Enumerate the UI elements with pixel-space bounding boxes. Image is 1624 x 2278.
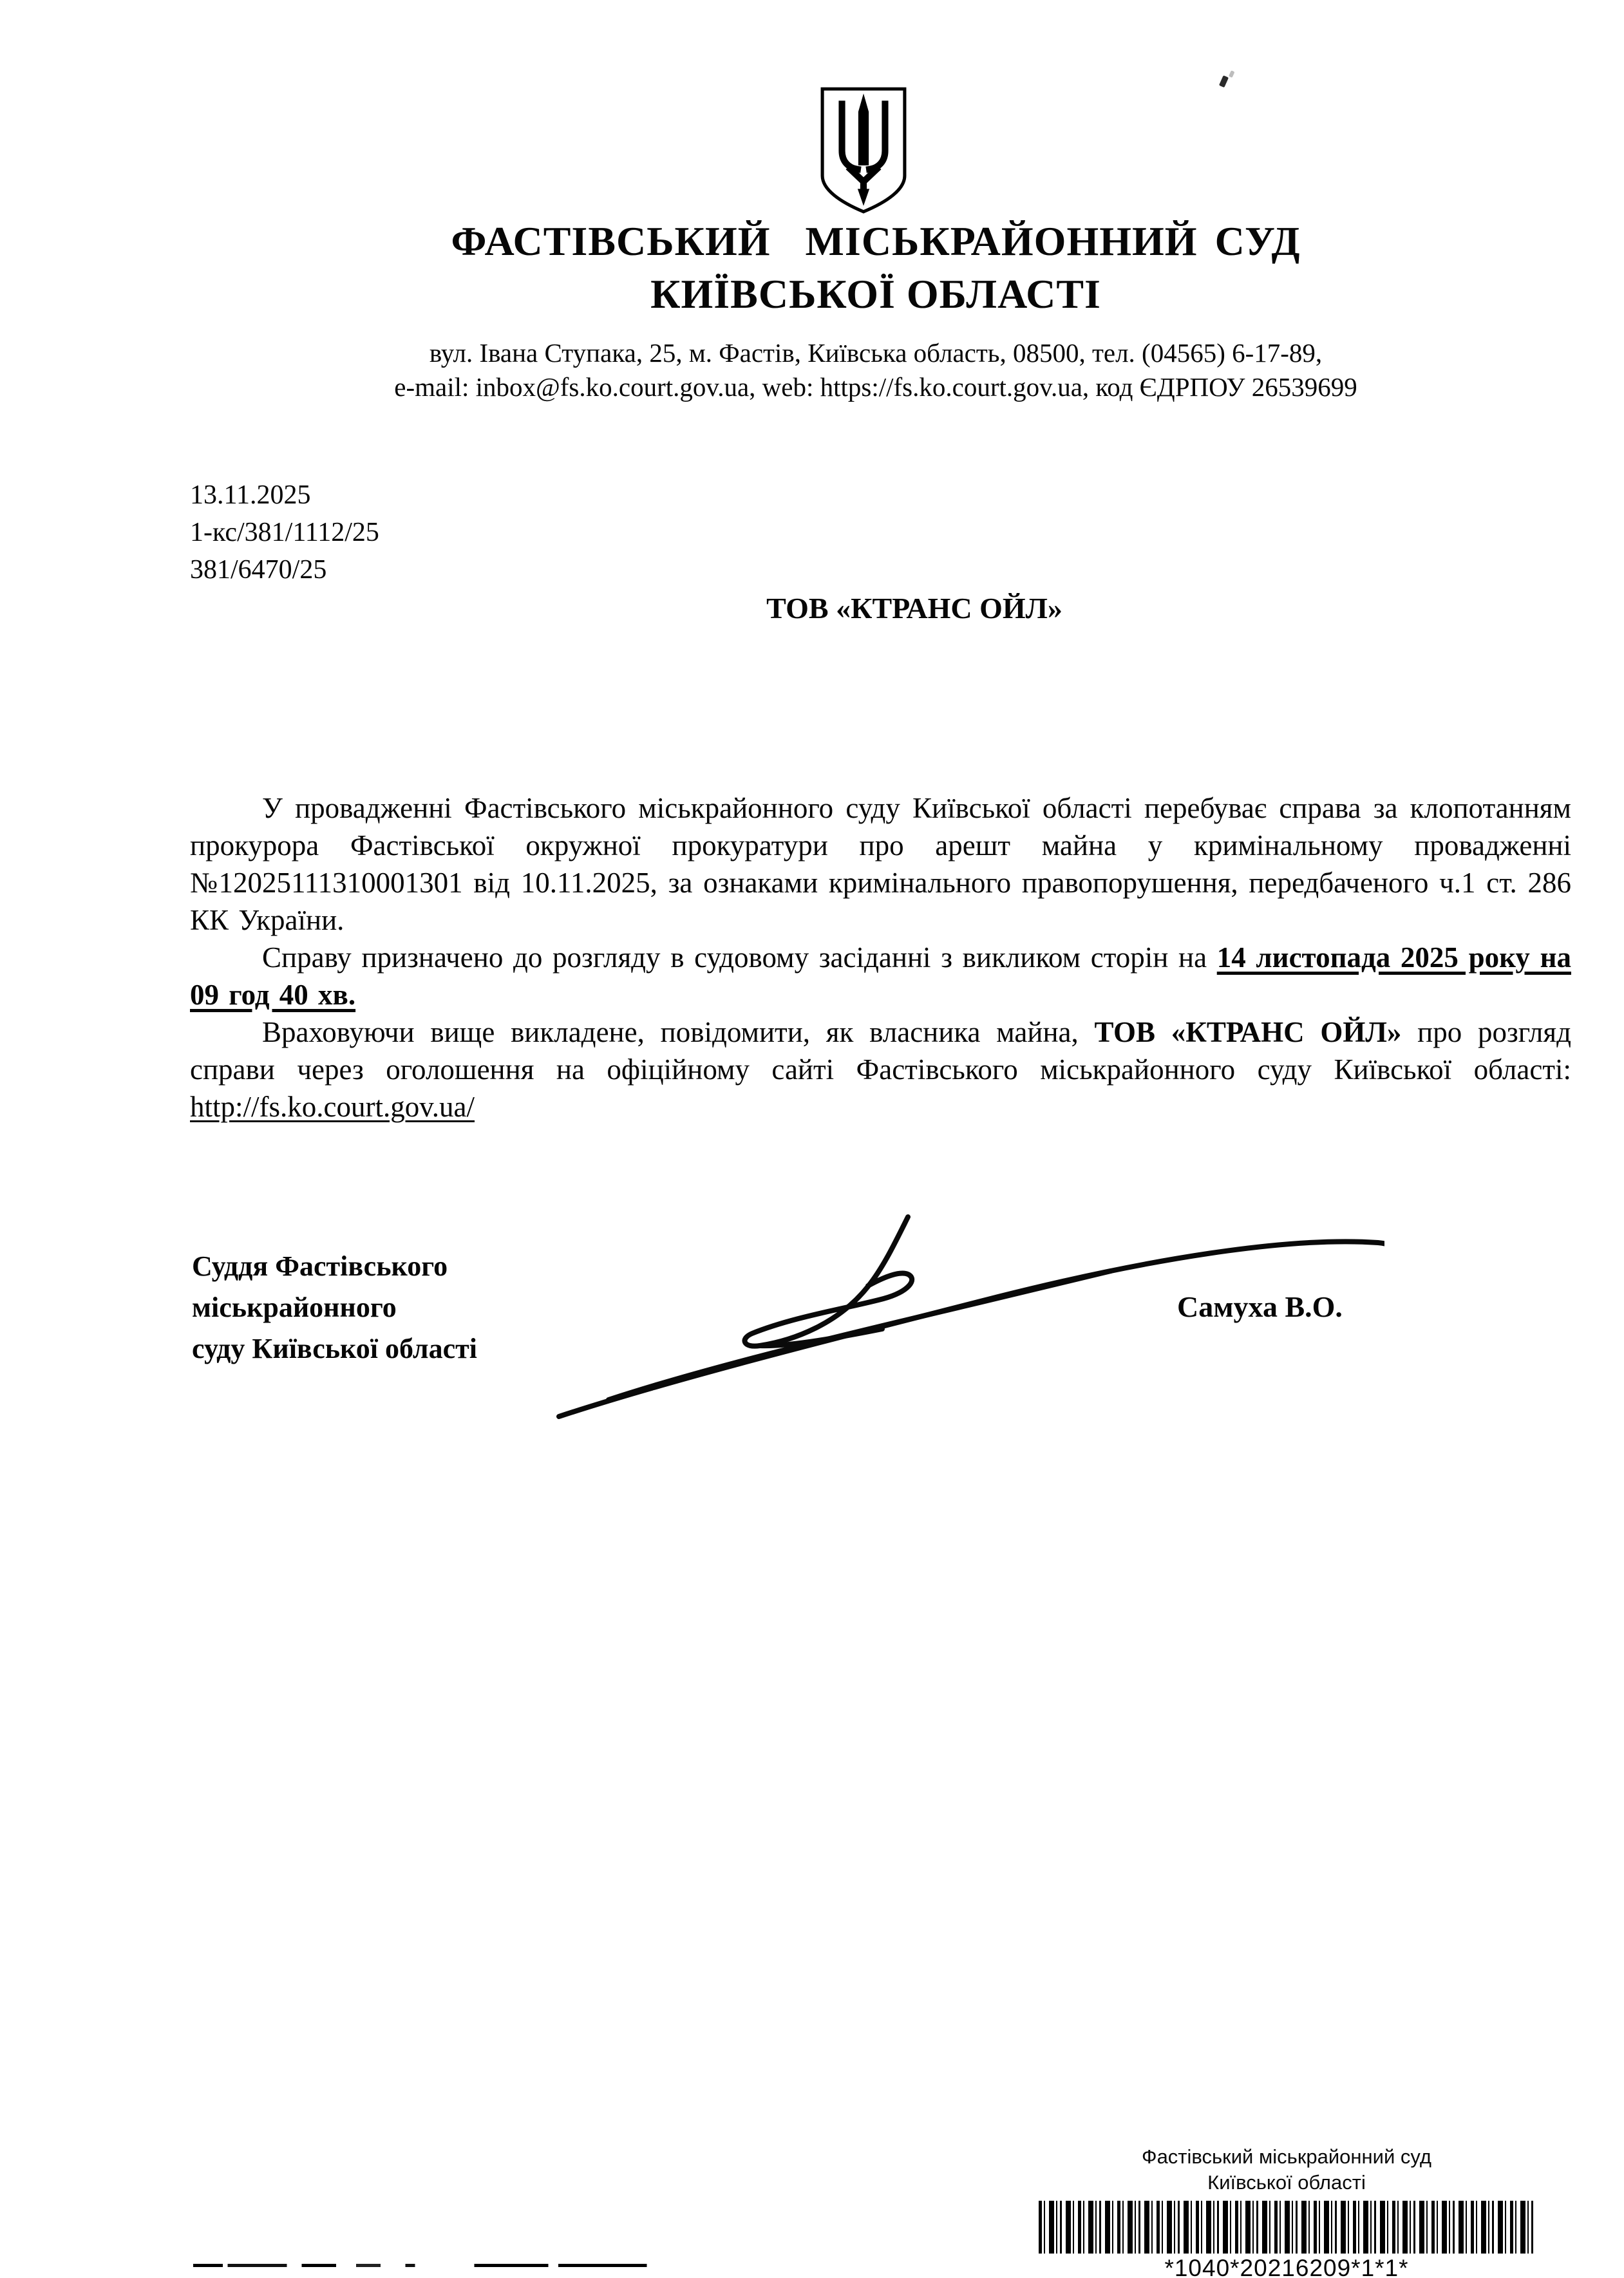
judge-title-line3: суду Київської області (192, 1333, 477, 1364)
judge-name: Самуха В.О. (1177, 1290, 1343, 1323)
barcode-caption: *1040*20216209*1*1* (1164, 2255, 1409, 2278)
scan-artifact-line (193, 2264, 686, 2267)
stamp-court-line1: Фастівський міськрайонний суд (1142, 2145, 1431, 2168)
reference-block (190, 476, 379, 588)
court-address (155, 336, 1597, 404)
judge-title-line2: міськрайонного (192, 1292, 397, 1323)
paragraph-1-text: У провадженні Фастівського міськрайонного суду Київської області перебуває справа за клопотанням прокурора Фастівської окружної прокуратури про арешт майна у кримінальному провадженні №12025111310001301 від 10.11.2025, за ознаками кримінального правопорушення, передбаченого ч.1 ст. 286 КК України. (190, 792, 1571, 936)
court-name-line1: ФАСТІВСЬКИЙ МІСЬКРАЙОННИЙ СУД (451, 218, 1301, 264)
case-number: 1-кс/381/1112/25 (190, 518, 379, 547)
scan-artifact-speck (1219, 75, 1229, 88)
registry-number: 381/6470/25 (190, 555, 327, 585)
address-line1: вул. Івана Ступака, 25, м. Фастів, Київська область, 08500, тел. (04565) 6-17-89, (429, 338, 1323, 368)
paragraph-1 (190, 789, 1571, 939)
barcode (1039, 2201, 1534, 2254)
paragraph-3-text2: про розгляд справи через оголошення на офіційному сайті Фастівського міськрайонного суду Київської області: (190, 1016, 1571, 1086)
court-name-line2: КИЇВСЬКОЇ ОБЛАСТІ (650, 271, 1101, 317)
stamp-court-line2: Київської області (1207, 2171, 1366, 2194)
ukraine-trident-emblem (818, 85, 909, 217)
court-site-url: http://fs.ko.court.gov.ua/ (190, 1091, 475, 1123)
paragraph-3 (190, 1013, 1571, 1125)
paragraph-3-text1: Враховуючи вище викладене, повідомити, як власника майна, (262, 1016, 1095, 1048)
address-line2: e-mail: inbox@fs.ko.court.gov.ua, web: https://fs.ko.court.gov.ua, код ЄДРПОУ 26539699 (394, 372, 1357, 402)
letter-body (190, 789, 1571, 1125)
judge-title (192, 1246, 477, 1370)
letter-date: 13.11.2025 (190, 480, 311, 510)
paragraph-2-text: Справу призначено до розгляду в судовому засіданні з викликом сторін на (262, 941, 1217, 974)
addressee-company: ТОВ «КТРАНС ОЙЛ» (766, 592, 1062, 625)
company-name: ТОВ «КТРАНС ОЙЛ» (1094, 1016, 1402, 1048)
judge-title-line1: Суддя Фастівського (192, 1250, 448, 1282)
paragraph-2 (190, 939, 1571, 1013)
hearing-date-emphasis: 14 листопада 2025 року на 09 год 40 хв. (190, 941, 1571, 1011)
registration-stamp (1003, 2144, 1570, 2278)
